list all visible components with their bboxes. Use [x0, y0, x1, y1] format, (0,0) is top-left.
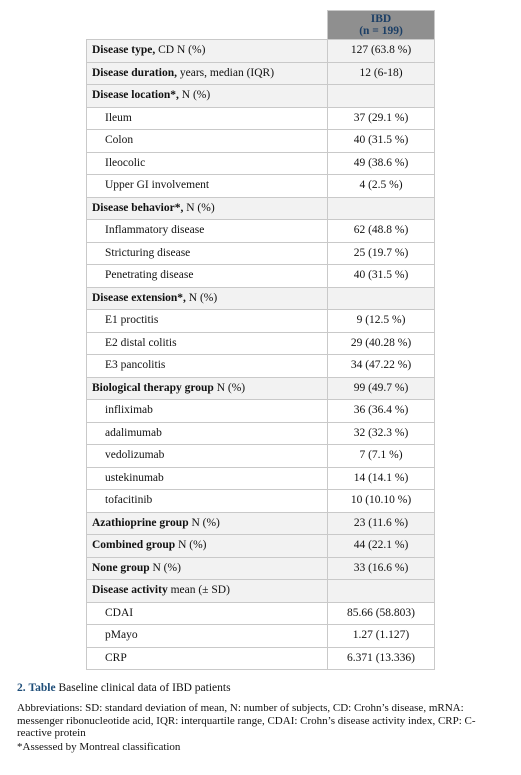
table-row	[87, 62, 435, 85]
row-value-cell: 1.27 (1.127)	[328, 625, 435, 648]
row-label-cell	[87, 40, 328, 63]
row-label-rest: N (%)	[175, 539, 207, 552]
row-label-cell	[87, 512, 328, 535]
row-label-cell	[87, 62, 328, 85]
header-line1: IBD	[370, 13, 392, 25]
header-blank-cell	[87, 11, 328, 40]
footnote-text: *Assessed by Montreal classification	[17, 741, 181, 753]
table-row	[87, 445, 435, 468]
row-label-cell: pMayo	[87, 625, 328, 648]
row-label-cell: ustekinumab	[87, 467, 328, 490]
row-label-cell	[87, 287, 328, 310]
table-row	[87, 535, 435, 558]
row-label-cell: E2 distal colitis	[87, 332, 328, 355]
row-value-cell: 85.66 (58.803)	[328, 602, 435, 625]
row-label-cell	[87, 377, 328, 400]
row-label-rest: years, median (IQR)	[176, 66, 275, 79]
row-value-cell: 36 (36.4 %)	[328, 400, 435, 423]
row-label-cell	[87, 557, 328, 580]
row-value-cell: 40 (31.5 %)	[328, 130, 435, 153]
row-label-bold: Azathioprine group	[92, 516, 189, 529]
caption-text: Baseline clinical data of IBD patients	[55, 682, 231, 694]
row-label-cell: Stricturing disease	[87, 242, 328, 265]
table-row	[87, 647, 435, 670]
abbreviations-text: Abbreviations: SD: standard deviation of mean, N: number of subjects, CD: Crohn’s disease, mRNA: messenger ribonucleotide acid, IQR: interquartile range, CDAI: Crohn’s disease activity index, CRP: C-reactive protein	[17, 702, 476, 739]
table-row	[87, 490, 435, 513]
row-label-cell: infliximab	[87, 400, 328, 423]
table-row	[87, 332, 435, 355]
row-label-rest: N (%)	[178, 89, 211, 102]
row-value-cell: 49 (38.6 %)	[328, 152, 435, 175]
row-label-bold: Combined group	[92, 539, 176, 552]
table-row	[87, 355, 435, 378]
table-body	[87, 40, 435, 670]
row-label-bold: Biological therapy group	[92, 381, 214, 394]
row-value-cell: 10 (10.10 %)	[328, 490, 435, 513]
row-value-cell: 62 (48.8 %)	[328, 220, 435, 243]
row-label-cell	[87, 580, 328, 603]
row-value-cell: 25 (19.7 %)	[328, 242, 435, 265]
baseline-data-table	[86, 10, 435, 670]
row-label-cell: CRP	[87, 647, 328, 670]
row-label-cell: Penetrating disease	[87, 265, 328, 288]
row-label-bold: Disease type,	[92, 44, 156, 57]
row-label-bold: Disease extension*,	[92, 291, 186, 304]
row-label-cell: vedolizumab	[87, 445, 328, 468]
row-label-cell: E3 pancolitis	[87, 355, 328, 378]
table-row	[87, 400, 435, 423]
row-label-rest: N (%)	[185, 291, 218, 304]
table-row	[87, 197, 435, 220]
row-value-cell: 99 (49.7 %)	[328, 377, 435, 400]
row-label-bold: Disease activity	[92, 584, 168, 597]
table-row	[87, 580, 435, 603]
row-label-cell: Ileocolic	[87, 152, 328, 175]
row-label-cell: Upper GI involvement	[87, 175, 328, 198]
table-row	[87, 220, 435, 243]
table-caption	[17, 682, 231, 694]
row-value-cell: 6.371 (13.336)	[328, 647, 435, 670]
row-value-cell: 33 (16.6 %)	[328, 557, 435, 580]
row-value-cell: 14 (14.1 %)	[328, 467, 435, 490]
header-ibd-cell	[328, 11, 435, 40]
row-label-cell	[87, 535, 328, 558]
header-line2: (n = 199)	[359, 25, 403, 37]
table-row	[87, 265, 435, 288]
row-label-cell: adalimumab	[87, 422, 328, 445]
table-row	[87, 557, 435, 580]
row-label-cell: Ileum	[87, 107, 328, 130]
row-label-bold: Disease duration,	[92, 66, 177, 79]
row-label-bold: None group	[92, 561, 150, 574]
row-value-cell	[328, 580, 435, 603]
row-value-cell: 34 (47.22 %)	[328, 355, 435, 378]
row-value-cell: 12 (6-18)	[328, 62, 435, 85]
row-value-cell: 127 (63.8 %)	[328, 40, 435, 63]
table-row	[87, 512, 435, 535]
row-label-rest: CD N (%)	[155, 44, 206, 57]
table-row	[87, 130, 435, 153]
table-row	[87, 310, 435, 333]
table-row	[87, 602, 435, 625]
row-value-cell: 23 (11.6 %)	[328, 512, 435, 535]
row-value-cell	[328, 85, 435, 108]
row-label-cell: Colon	[87, 130, 328, 153]
table-row	[87, 287, 435, 310]
row-label-rest: mean (± SD)	[167, 584, 230, 597]
row-value-cell	[328, 197, 435, 220]
table-row	[87, 625, 435, 648]
row-value-cell: 29 (40.28 %)	[328, 332, 435, 355]
row-value-cell: 9 (12.5 %)	[328, 310, 435, 333]
row-value-cell: 7 (7.1 %)	[328, 445, 435, 468]
table-row	[87, 422, 435, 445]
row-label-cell	[87, 85, 328, 108]
row-value-cell	[328, 287, 435, 310]
row-label-bold: Disease location*,	[92, 89, 179, 102]
table-row	[87, 377, 435, 400]
caption-tag: Table	[28, 682, 56, 694]
table-header-row	[87, 11, 435, 40]
row-label-cell: Inflammatory disease	[87, 220, 328, 243]
row-label-rest: N (%)	[188, 516, 220, 529]
table-row	[87, 467, 435, 490]
row-label-cell: CDAI	[87, 602, 328, 625]
row-label-cell: tofacitinib	[87, 490, 328, 513]
row-label-rest: N (%)	[149, 561, 181, 574]
row-label-rest: N (%)	[183, 201, 215, 214]
row-value-cell: 40 (31.5 %)	[328, 265, 435, 288]
row-label-cell	[87, 197, 328, 220]
row-value-cell: 4 (2.5 %)	[328, 175, 435, 198]
caption-number: 2.	[17, 682, 26, 694]
table-row	[87, 85, 435, 108]
table-row	[87, 107, 435, 130]
table-row	[87, 152, 435, 175]
table-row	[87, 242, 435, 265]
row-value-cell: 32 (32.3 %)	[328, 422, 435, 445]
row-label-cell: E1 proctitis	[87, 310, 328, 333]
row-label-rest: N (%)	[213, 381, 246, 394]
row-value-cell: 37 (29.1 %)	[328, 107, 435, 130]
table-row	[87, 175, 435, 198]
row-value-cell: 44 (22.1 %)	[328, 535, 435, 558]
table-row	[87, 40, 435, 63]
row-label-bold: Disease behavior*,	[92, 201, 184, 214]
